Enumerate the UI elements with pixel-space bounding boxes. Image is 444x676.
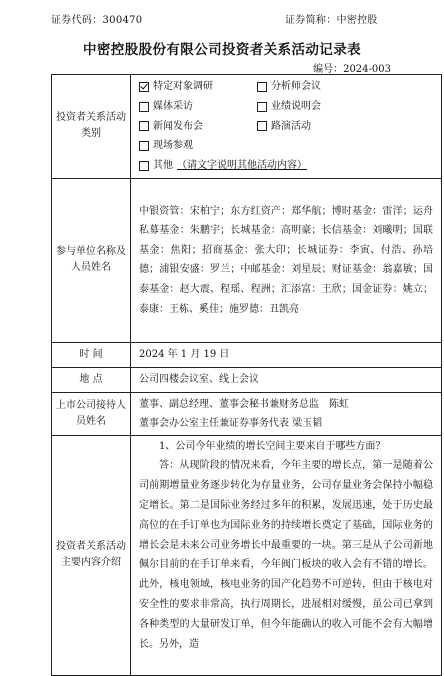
option-site-visit[interactable]: 现场参观 (139, 136, 193, 156)
row-time (52, 342, 442, 367)
checkbox-icon (257, 121, 267, 131)
label-activity-type: 投资者关系活动类别 (52, 75, 131, 179)
receptionists-value (131, 392, 442, 435)
label-participants: 参与单位名称及人员姓名 (52, 178, 131, 342)
document-title: 中密控股股份有限公司投资者关系活动记录表 (83, 42, 361, 58)
option-roadshow[interactable]: 路演活动 (257, 117, 311, 137)
checkbox-icon (139, 102, 149, 112)
row-receptionists (52, 392, 442, 435)
row-location (52, 367, 442, 392)
label-location: 地 点 (52, 367, 131, 392)
time-value: 2024 年 1 月 19 日 (131, 342, 442, 367)
participants-text: 中银资管：宋柏宁；东方红资产：郑华航；博时基金：雷洋；运舟私募基金：朱鹏宇；长城基金：高明豪；长信基金：刘曦明；国联基金：焦阳；招商基金：张大印；长城证券：李寅、付浩、孙培德；浦银安盛：罗兰；中邮基金：刘星辰；财证基金：翁嘉敏；国泰基金：赵大震、程瑶、程洲；汇添富：王欣；国金证券：姚立；泰康：王栋、奚佳；施罗德：丑凯亮 (131, 178, 442, 342)
record-table (51, 74, 442, 676)
option-analyst-meeting[interactable]: 分析师会议 (257, 77, 321, 97)
checkbox-icon (257, 82, 267, 92)
option-media-interview[interactable]: 媒体采访 (139, 97, 193, 117)
row-main-content (52, 435, 442, 675)
receptionist-line-1: 董事、副总经理、董事会秘书兼财务总监 陈虹 (139, 398, 349, 410)
other-note: （请文字说明其他活动内容） (177, 160, 307, 172)
row-participants (52, 178, 442, 342)
checked-box-icon (139, 82, 149, 92)
label-time: 时 间 (52, 342, 131, 367)
option-other[interactable]: 其他 (139, 156, 173, 176)
option-specific-research[interactable]: 特定对象调研 (139, 77, 213, 97)
option-press-conference[interactable]: 新闻发布会 (139, 117, 203, 137)
option-earnings-call[interactable]: 业绩说明会 (257, 97, 321, 117)
checkbox-icon (139, 141, 149, 151)
stock-code: 证券代码：300470 (51, 15, 143, 26)
location-value: 公司四楼会议室、线上会议 (131, 367, 442, 392)
answer-text: 答：从现阶段的情况来看，今年主要的增长点，第一是随着公司前期增量业务逐步转化为存量业务，公司存量业务会保持小幅稳定增长。第二是国际业务经过多年的积累，发展迅速，处于历史最高位的在手订单也为国际业务的持续增长奠定了基础，国际业务的增长会是未来公司业务增长中最重要的一块。第三是从子公司新地佩尔目前的在手订单来看，今年阀门板块的收入会有不错的增长。此外，核电领域，核电业务的国产化趋势不可逆转，但由于核电对安全性的要求非常高，执行周期长，进展相对缓慢，虽公司已拿到各种类型的大量研发订单，但今年能确认的收入可能不会有大幅增长。另外，造 (139, 460, 433, 650)
checkbox-icon (257, 102, 267, 112)
checkbox-icon (139, 121, 149, 131)
stock-name: 证券简称：中密控股 (285, 15, 378, 26)
row-activity-type (52, 75, 442, 179)
checkbox-icon (139, 161, 149, 171)
activity-type-options (131, 75, 442, 179)
question-text: 1、公司今年业绩的增长空间主要来自于哪些方面？ (159, 440, 386, 452)
label-main-content: 投资者关系活动主要内容介绍 (52, 435, 131, 675)
document-number: 编号：2024-003 (313, 64, 391, 75)
receptionist-line-2: 董事会办公室主任兼证券事务代表 梁玉韬 (139, 417, 323, 429)
main-content-cell (131, 435, 442, 675)
label-receptionists: 上市公司接待人员姓名 (52, 392, 131, 435)
